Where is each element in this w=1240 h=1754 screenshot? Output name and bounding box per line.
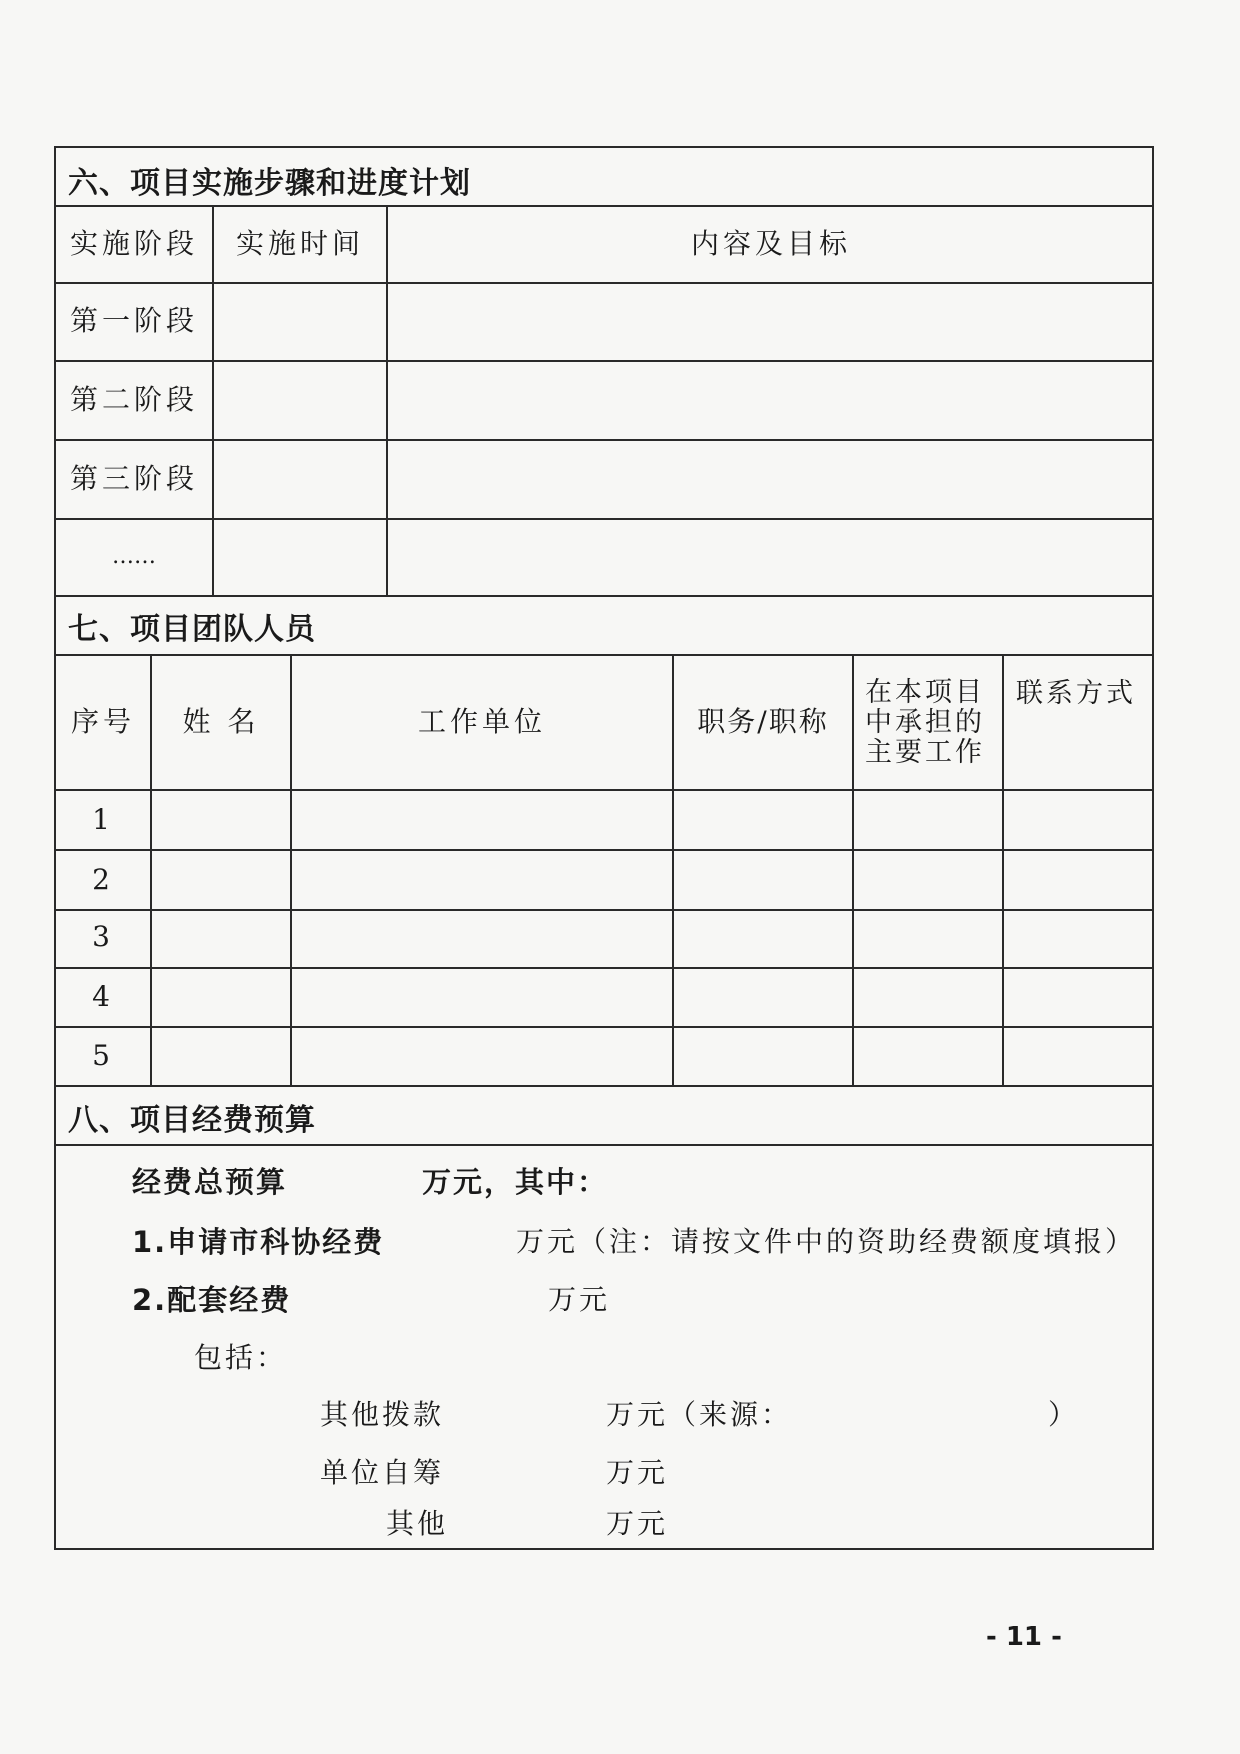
divider xyxy=(56,282,1152,284)
section7-title: 七、项目团队人员 xyxy=(68,612,316,647)
s7-row-no: 2 xyxy=(92,862,114,896)
s6-row-stage: 第三阶段 xyxy=(70,461,199,495)
s7-row-no: 1 xyxy=(92,802,114,836)
divider xyxy=(56,849,1152,851)
divider xyxy=(56,439,1152,441)
s6-header-content: 内容及目标 xyxy=(690,227,851,261)
divider xyxy=(290,655,292,1085)
sub1-close: ） xyxy=(1048,1398,1080,1431)
divider xyxy=(56,1144,1152,1146)
s6-header-time: 实施时间 xyxy=(235,227,364,261)
divider xyxy=(56,1026,1152,1028)
divider xyxy=(672,655,674,1085)
section6-title: 六、项目实施步骤和进度计划 xyxy=(68,166,471,201)
sub1-unit: 万元（来源： xyxy=(606,1398,793,1431)
sub1-label: 其他拨款 xyxy=(320,1398,445,1431)
divider xyxy=(150,655,152,1085)
s6-header-stage: 实施阶段 xyxy=(69,227,198,261)
sub3-label: 其他 xyxy=(386,1507,449,1540)
s6-row-stage: 第二阶段 xyxy=(70,382,199,416)
s7-header-work: 在本项目中承担的主要工作 xyxy=(865,676,985,769)
divider xyxy=(56,518,1152,520)
item2-label: 2.配套经费 xyxy=(132,1283,292,1317)
s7-header-no: 序号 xyxy=(70,705,135,739)
divider xyxy=(56,967,1152,969)
total-budget-unit: 万元，其中： xyxy=(422,1165,609,1199)
divider xyxy=(56,1085,1152,1087)
s7-row-no: 3 xyxy=(92,920,114,954)
divider xyxy=(212,206,214,595)
include-label: 包括： xyxy=(194,1341,288,1374)
s7-header-name: 姓 名 xyxy=(182,705,260,739)
page-number: - 11 - xyxy=(986,1622,1062,1652)
item1-label: 1.申请市科协经费 xyxy=(132,1225,385,1259)
divider xyxy=(386,206,388,595)
divider xyxy=(56,789,1152,791)
sub3-unit: 万元 xyxy=(606,1507,669,1540)
s6-row-stage: …… xyxy=(112,543,156,569)
divider xyxy=(56,360,1152,362)
item1-unit: 万元（注：请按文件中的资助经费额度填报） xyxy=(516,1225,1137,1258)
divider xyxy=(56,909,1152,911)
item2-unit: 万元 xyxy=(548,1283,611,1316)
s7-row-no: 4 xyxy=(92,979,114,1013)
s7-header-unit: 工作单位 xyxy=(417,705,546,739)
divider xyxy=(852,655,854,1085)
divider xyxy=(56,595,1152,597)
section8-title: 八、项目经费预算 xyxy=(68,1103,316,1138)
total-budget-label: 经费总预算 xyxy=(132,1165,288,1199)
form-frame xyxy=(54,146,1154,1550)
sub2-unit: 万元 xyxy=(606,1456,669,1489)
s7-header-title: 职务/职称 xyxy=(697,705,829,739)
s7-row-no: 5 xyxy=(92,1038,114,1072)
sub2-label: 单位自筹 xyxy=(320,1456,445,1489)
divider xyxy=(1002,655,1004,1085)
s6-row-stage: 第一阶段 xyxy=(70,304,199,338)
s7-header-contact: 联系方式 xyxy=(1016,678,1136,709)
